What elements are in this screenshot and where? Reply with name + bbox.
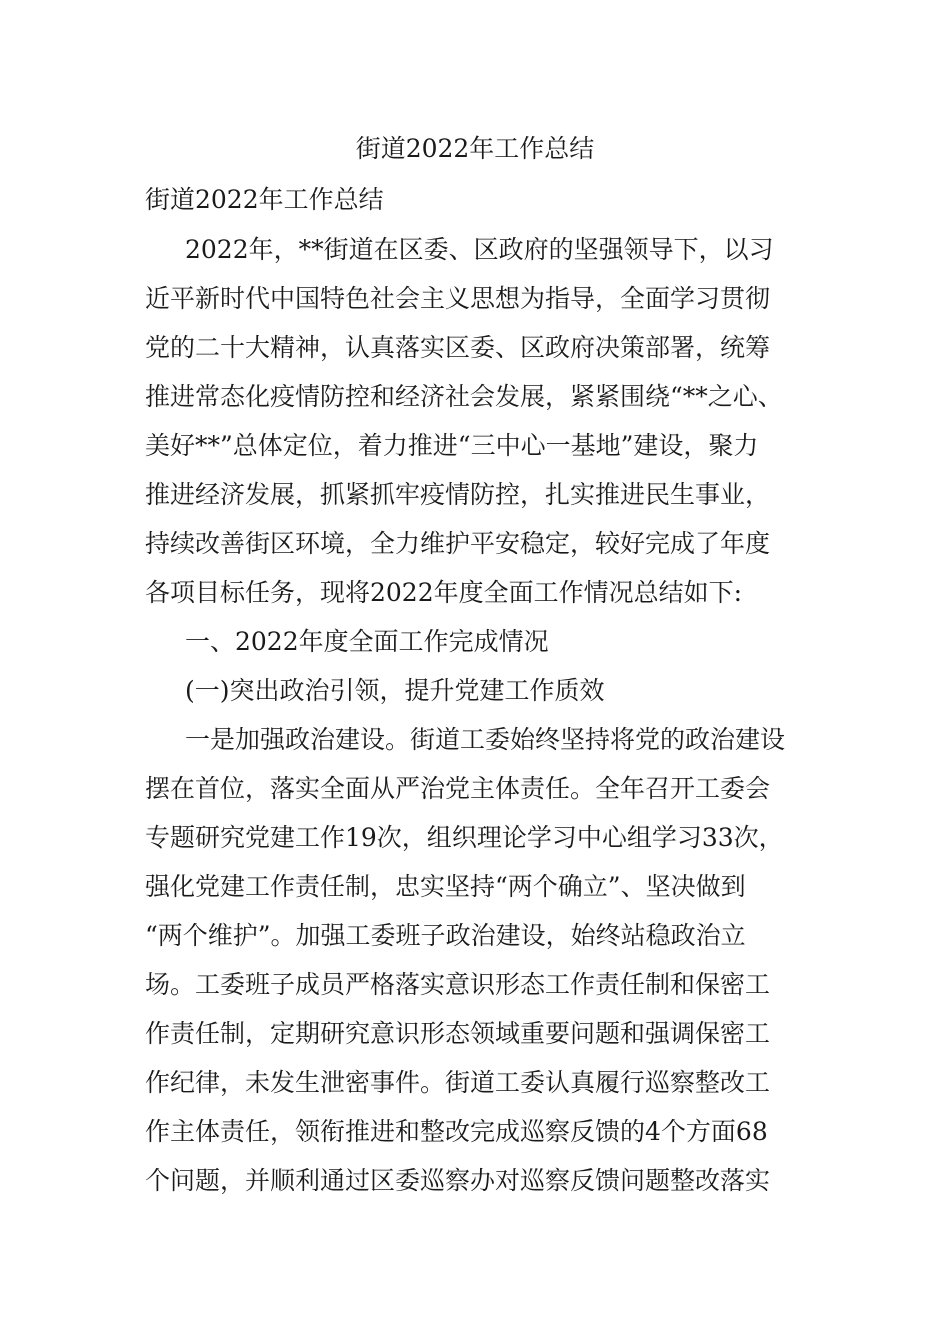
text-line: 专题研究党建工作19次，组织理论学习中心组学习33次，: [145, 823, 784, 852]
text-line: 作责任制，定期研究意识形态领域重要问题和强调保密工: [145, 1019, 771, 1048]
document-subtitle: 街道2022年工作总结: [145, 185, 384, 214]
document-title: 街道2022年工作总结: [355, 134, 595, 163]
text-line: 一、2022年度全面工作完成情况: [185, 627, 549, 656]
text-line: 党的二十大精神，认真落实区委、区政府决策部署，统筹: [145, 333, 771, 362]
text-line: 个问题，并顺利通过区委巡察办对巡察反馈问题整改落实: [145, 1166, 771, 1195]
text-line: 摆在首位，落实全面从严治党主体责任。全年召开工委会: [145, 774, 771, 803]
text-line: 美好**”总体定位，着力推进“三中心一基地”建设，聚力: [145, 431, 759, 460]
text-line: 强化党建工作责任制，忠实坚持“两个确立”、坚决做到: [145, 872, 746, 901]
text-line: 2022年，**街道在区委、区政府的坚强领导下，以习: [185, 235, 774, 264]
text-line: 场。工委班子成员严格落实意识形态工作责任制和保密工: [145, 970, 771, 999]
text-line: 作纪律，未发生泄密事件。街道工委认真履行巡察整改工: [145, 1068, 771, 1097]
document-body: [145, 230, 810, 1210]
text-line: 推进常态化疫情防控和经济社会发展，紧紧围绕“**之心、: [145, 382, 783, 411]
text-line: 近平新时代中国特色社会主义思想为指导，全面学习贯彻: [145, 284, 771, 313]
text-line: 持续改善街区环境，全力维护平安稳定，较好完成了年度: [145, 529, 771, 558]
text-line: (一)突出政治引领，提升党建工作质效: [185, 676, 605, 705]
text-line: 作主体责任，领衔推进和整改完成巡察反馈的4个方面68: [145, 1117, 768, 1146]
text-line: 推进经济发展，抓紧抓牢疫情防控，扎实推进民生事业，: [145, 480, 771, 509]
text-line: 一是加强政治建设。街道工委始终坚持将党的政治建设: [185, 725, 786, 754]
text-line: 各项目标任务，现将2022年度全面工作情况总结如下:: [145, 578, 743, 607]
text-line: “两个维护”。加强工委班子政治建设，始终站稳政治立: [145, 921, 746, 950]
